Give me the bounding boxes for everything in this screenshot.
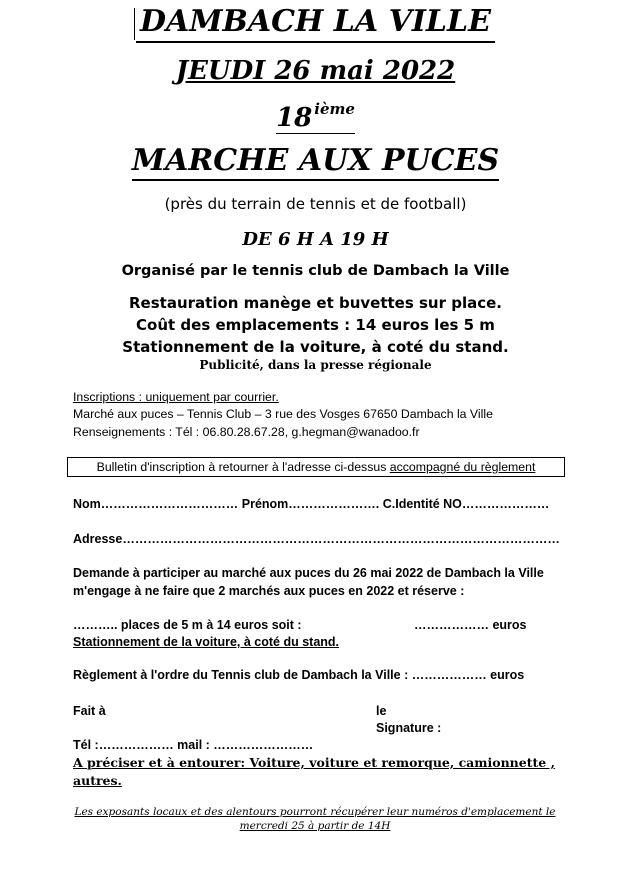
places-line: ……….. places de 5 m à 14 euros soit : (73, 618, 302, 632)
vehicle-line-1: A préciser et à entourer: Voiture, voiture et remorque, camionnette , (73, 755, 555, 770)
fait-a-label: Fait à (73, 704, 106, 718)
footer-line-2: mercredi 25 à partir de 14H (239, 820, 391, 832)
organizer: Organisé par le tennis club de Dambach la Ville (121, 263, 510, 279)
address-field-line: Adresse…………………………………………………………………………………………… (73, 532, 560, 546)
registration-heading: Inscriptions : uniquement par courrier. (73, 390, 279, 404)
signature-label: Signature : (376, 721, 442, 735)
registration-address: Marché aux puces – Tennis Club – 3 rue des Vosges 67650 Dambach la Ville (73, 407, 493, 421)
request-line-1: Demande à participer au marché aux puces du 26 mai 2022 de Dambach la Ville (73, 566, 544, 580)
edition-number: 18 (276, 103, 313, 133)
event-date: JEUDI 26 mai 2022 (175, 56, 456, 86)
title-text: DAMBACH LA VILLE (140, 4, 491, 39)
vehicle-line-2: autres. (73, 773, 122, 788)
publicity-note: Publicité, dans la presse régionale (199, 358, 432, 372)
edition (0, 100, 631, 134)
payment-line: Règlement à l'ordre du Tennis club de Dambach la Ville : ……………… euros (73, 668, 525, 682)
bulletin-box (67, 457, 565, 477)
bulletin-text: Bulletin d'inscription à retourner à l'adresse ci-dessus (96, 460, 390, 474)
page-title (0, 4, 631, 43)
title-left-bar (134, 8, 135, 40)
footer-note (60, 805, 570, 833)
event-title: MARCHE AUX PUCES (0, 143, 631, 181)
event-location: (près du terrain de tennis et de football) (164, 195, 467, 213)
parking-line: Stationnement de la voiture, à coté du stand. (73, 635, 340, 649)
request-line-2: m'engage à ne faire que 2 marchés aux puces en 2022 et réserve : (73, 584, 465, 598)
tel-mail-line: Tél :……………… mail : …………………… (73, 738, 314, 752)
info-parking: Stationnement de la voiture, à coté du stand. (122, 338, 509, 356)
date-label: le (376, 704, 387, 718)
registration-contact: Renseignements : Tél : 06.80.28.67.28, g.hegman@wanadoo.fr (73, 425, 420, 439)
bulletin-payment-note: accompagné du règlement (389, 460, 536, 474)
info-cost: Coût des emplacements : 14 euros les 5 m (136, 316, 495, 334)
info-catering: Restauration manège et buvettes sur place. (129, 294, 502, 312)
edition-suffix: ième (314, 100, 355, 118)
name-field-line: Nom…………………………… Prénom…………………. C.Identité NO………………… (73, 497, 550, 511)
places-euros: ……………… euros (414, 618, 527, 632)
event-hours: DE 6 H A 19 H (242, 229, 389, 250)
footer-line-1: Les exposants locaux et des alentours pourront récupérer leur numéros d'emplacement le (74, 806, 556, 818)
